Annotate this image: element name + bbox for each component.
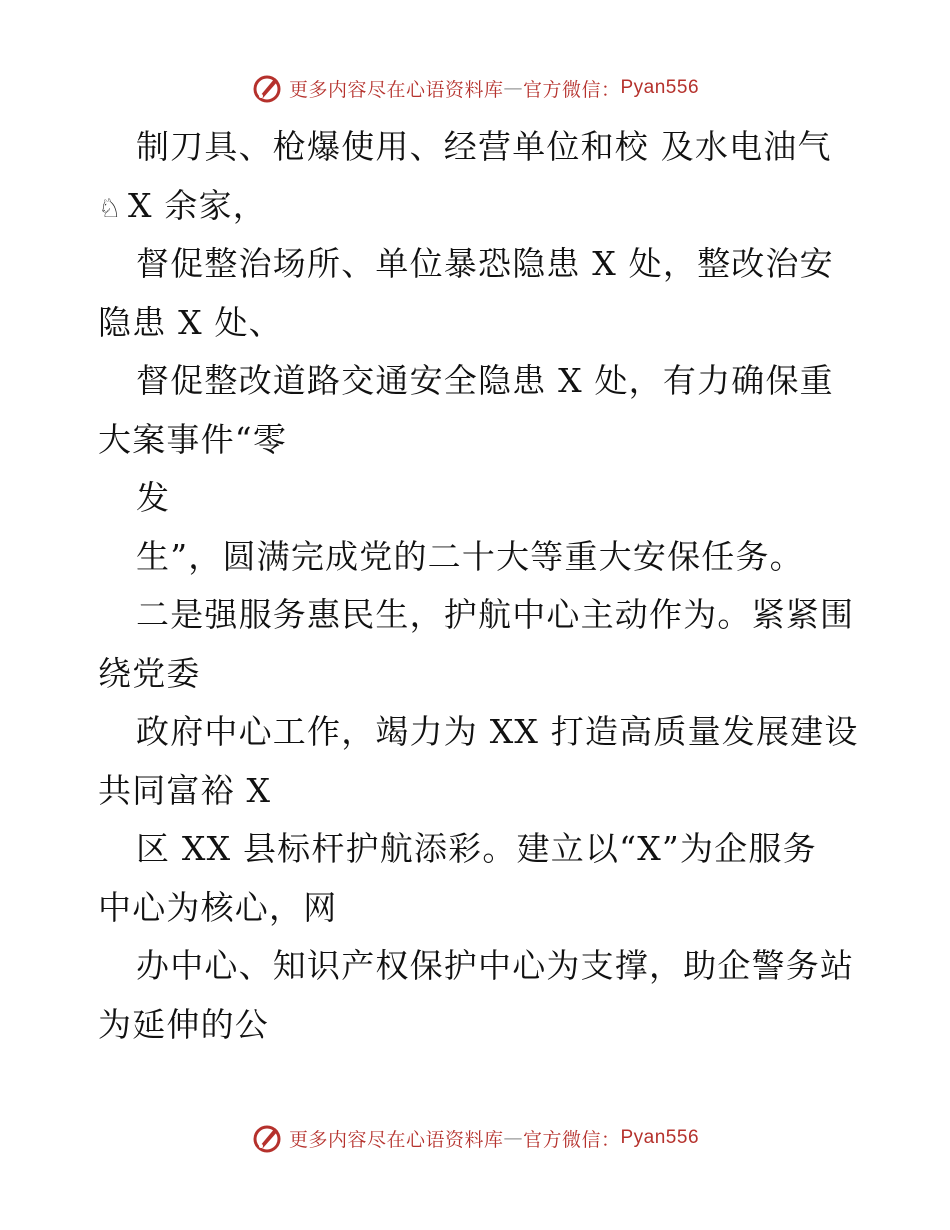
text-line: 政府中心工作，竭力为 XX 打造高质量发展建设	[136, 712, 859, 751]
text-line: 大案事件“零	[98, 419, 288, 459]
watermark-wechat-id: Pyan556	[620, 1127, 700, 1148]
text-line: 生”，圆满完成党的二十大等重大安保任务。	[136, 536, 804, 576]
text-line: 中心为核心，网	[98, 887, 338, 927]
text-line: 办中心、知识产权保护中心为支撑，助企警务站	[136, 946, 855, 985]
text-line: 共同富裕 X	[98, 770, 272, 810]
text-line: 督促整改道路交通安全隐患 X 处，有力确保重	[136, 361, 834, 400]
knight-glyph-icon: ♘	[98, 193, 123, 224]
watermark-dash: —	[503, 1127, 523, 1149]
watermark-site-text: 更多内容尽在心语资料库	[288, 78, 504, 101]
text-line: 绕党委	[98, 653, 201, 693]
document-body	[98, 118, 858, 1054]
text-line: 为延伸的公	[98, 1004, 269, 1044]
text-line: ♘ X 余家，	[98, 177, 858, 236]
footer-watermark	[0, 1122, 950, 1154]
header-watermark	[0, 72, 950, 104]
text-line: 督促整治场所、单位暴恐隐患 X 处，整改治安	[136, 244, 834, 283]
text-line: 隐患 X 处、	[98, 302, 283, 342]
watermark-wechat-label: 官方微信：	[522, 1128, 621, 1151]
text-line: 二是强服务惠民生，护航中心主动作为。紧紧围	[136, 595, 855, 634]
text-line: 制刀具、枪爆使用、经营单位和校 及水电油气	[136, 127, 832, 166]
watermark-site-text: 更多内容尽在心语资料库	[288, 1128, 504, 1151]
watermark-wechat-id: Pyan556	[620, 77, 700, 98]
text-line: 区 XX 县标杆护航添彩。建立以“X”为企服务	[136, 829, 817, 868]
pen-logo-icon	[251, 72, 283, 104]
pen-logo-icon	[251, 1122, 283, 1154]
text-line: 发	[136, 478, 171, 517]
watermark-dash: —	[503, 77, 523, 99]
watermark-wechat-label: 官方微信：	[522, 78, 621, 101]
